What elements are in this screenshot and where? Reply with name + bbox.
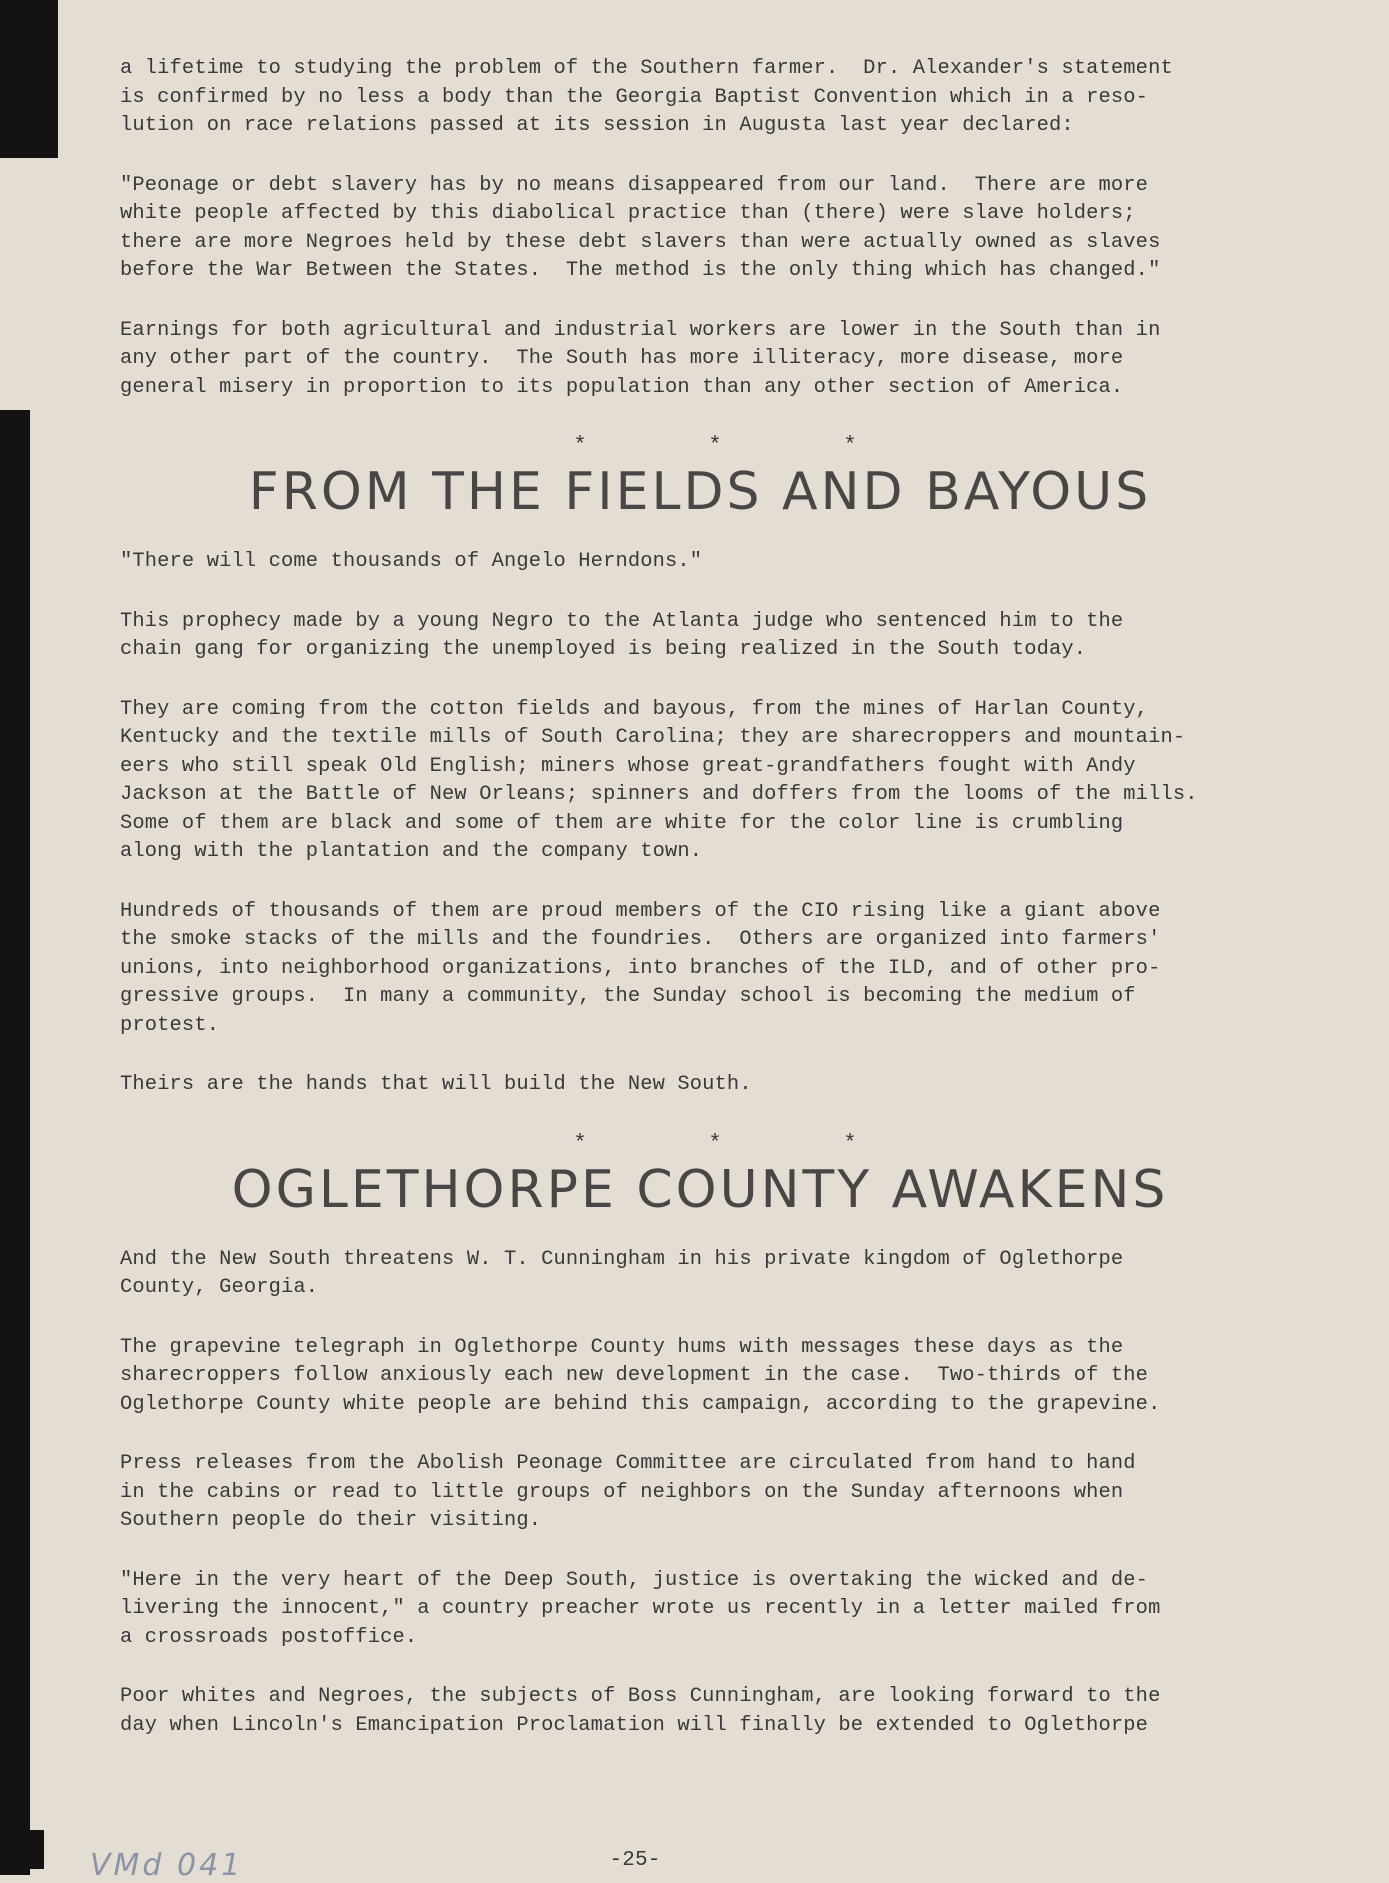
- paragraph-cunningham: And the New South threatens W. T. Cunningham in his private kingdom of Oglethorpe County, Georgia.: [120, 1247, 1124, 1299]
- paragraph-press-releases: Press releases from the Abolish Peonage Committee are circulated from hand to hand in the cabins or read to little groups of neighbors on the Sunday afternoons when Southern people do their visiting.: [120, 1452, 1136, 1532]
- separator-star: *: [843, 433, 857, 458]
- typewritten-page: [120, 55, 1370, 1771]
- page-number: -25-: [609, 1849, 661, 1872]
- paragraph-new-south: Theirs are the hands that will build the New South.: [120, 1073, 752, 1096]
- handwritten-archive-note: VMd 041: [90, 1848, 244, 1883]
- paragraph-cio: Hundreds of thousands of them are proud members of the CIO rising like a giant above the smoke stacks of the mills and the foundries. Others are organized into farmers' unions, into neighborhood organizations, into branches of the ILD, and of other pro- gressive groups. In many a community, the Sunday school is becoming the medium of protest.: [120, 899, 1161, 1037]
- section-separator: [120, 1131, 1370, 1156]
- paper-edge-shadow: [0, 0, 58, 158]
- section-heading-fields-and-bayous: FROM THE FIELDS AND BAYOUS: [248, 462, 1152, 522]
- separator-star: *: [708, 1130, 722, 1156]
- paragraph-intro: a lifetime to studying the problem of the Southern farmer. Dr. Alexander's statement is confirmed by no less a body than the Georgia Baptist Convention which in a reso- lution on race relations passed at its session in Augusta last year declared:: [120, 57, 1173, 137]
- separator-star: *: [573, 433, 587, 458]
- paragraph-emancipation: Poor whites and Negroes, the subjects of Boss Cunningham, are looking forward to the day when Lincoln's Emancipation Proclamation will finally be extended to Oglethorpe: [120, 1685, 1161, 1737]
- paragraph-earnings: Earnings for both agricultural and industrial workers are lower in the South than in any other part of the country. The South has more illiteracy, more disease, more general misery in proportion to its population than any other section of America.: [120, 318, 1161, 399]
- section-heading-oglethorpe: OGLETHORPE COUNTY AWAKENS: [231, 1159, 1169, 1220]
- paper-edge-shadow: [0, 410, 30, 1875]
- paragraph-cotton-fields: They are coming from the cotton fields and bayous, from the mines of Harlan County, Kentucky and the textile mills of South Carolina; they are sharecroppers and mountain- eers who still speak Old English; miners whose great-grandfathers fought with Andy Jackson at the Battle of New Orleans; spinners and doffers from the looms of the mills. Some of them are black and some of them are white for the color line is crumbling along with the plantation and the company town.: [120, 697, 1198, 863]
- paragraph-herndon-quote: "There will come thousands of Angelo Herndons.": [120, 550, 703, 573]
- paragraph-prophecy: This prophecy made by a young Negro to the Atlanta judge who sentenced him to the chain gang for organizing the unemployed is being realized in the South today.: [120, 609, 1124, 661]
- separator-star: *: [708, 433, 722, 458]
- paragraph-convention-quote: "Peonage or debt slavery has by no means disappeared from our land. There are more white people affected by this diabolical practice than (there) were slave holders; there are more Negroes held by these debt slavers than were actually owned as slaves before the War Between the States. The method is the only thing which has changed.": [120, 173, 1161, 282]
- paragraph-grapevine: The grapevine telegraph in Oglethorpe County hums with messages these days as the sharecroppers follow anxiously each new development in the case. Two-thirds of the Oglethorpe County white people are behind this campaign, according to the grapevine.: [120, 1335, 1161, 1416]
- paragraph-preacher-letter: "Here in the very heart of the Deep South, justice is overtaking the wicked and de- livering the innocent," a country preacher wrote us recently in a letter mailed from a crossroads postoffice.: [120, 1568, 1161, 1649]
- section-separator: [120, 433, 1370, 458]
- separator-star: *: [843, 1130, 857, 1156]
- separator-star: *: [573, 1130, 587, 1156]
